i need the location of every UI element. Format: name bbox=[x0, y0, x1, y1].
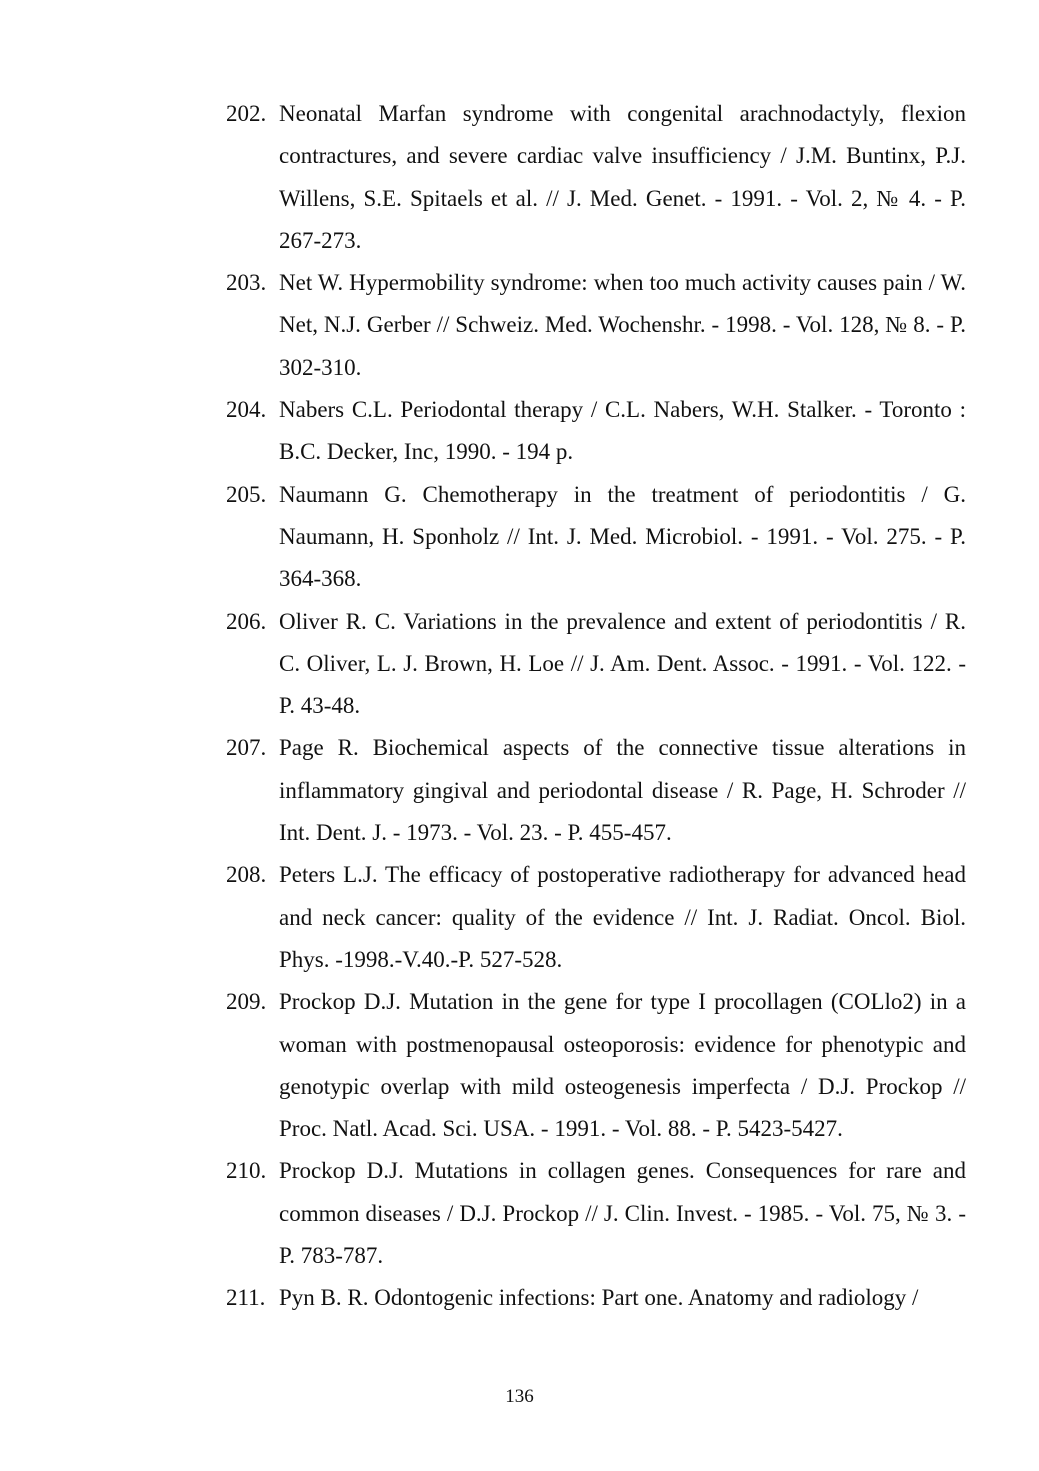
reference-text: Peters L.J. The efficacy of postoperative radiotherapy for advanced head and neck cancer: quality of the evidence // Int. J. Radiat. Oncol. Biol. Phys. -1998.-V.40.-P. 527-528. bbox=[279, 862, 966, 972]
reference-number: 210. bbox=[226, 1158, 267, 1184]
reference-text: Net W. Hypermobility syndrome: when too much activity causes pain / W. Net, N.J. Gerber // Schweiz. Med. Wochenshr. - 1998. - Vol. 128, № 8. - P. 302-310. bbox=[279, 270, 966, 380]
reference-text: Prockop D.J. Mutation in the gene for type I procollagen (COLlo2) in a woman with postmenopausal osteoporosis: evidence for phenotypic and genotypic overlap with mild osteogenesis imperfecta / D.J. Prockop // Proc. Natl. Acad. Sci. USA. - 1991. - Vol. 88. - P. 5423-5427. bbox=[279, 989, 966, 1142]
reference-number: 206. bbox=[226, 608, 267, 634]
reference-item bbox=[226, 474, 966, 601]
reference-number: 208. bbox=[226, 862, 267, 888]
reference-item bbox=[226, 1277, 966, 1319]
reference-number: 205. bbox=[226, 481, 267, 507]
page-number: 136 bbox=[505, 1386, 534, 1407]
reference-item bbox=[226, 262, 966, 389]
reference-item bbox=[226, 727, 966, 854]
reference-text: Oliver R. C. Variations in the prevalence and extent of periodontitis / R. C. Oliver, L. J. Brown, H. Loe // J. Am. Dent. Assoc. - 1991. - Vol. 122. - P. 43-48. bbox=[279, 608, 966, 719]
reference-text: Nabers C.L. Periodontal therapy / C.L. Nabers, W.H. Stalker. - Toronto : B.C. Decker, Inc, 1990. - 194 p. bbox=[279, 397, 966, 465]
reference-item bbox=[226, 981, 966, 1150]
reference-text: Neonatal Marfan syndrome with congenital arachnodactyly, flexion contractures, and severe cardiac valve insufficiency / J.M. Buntinx, P.J. Willens, S.E. Spitaels et al. // J. Med. Genet. - 1991. - Vol. 2, № 4. - P. 267-273. bbox=[279, 101, 966, 253]
reference-text: Page R. Biochemical aspects of the connective tissue alterations in inflammatory gingival and periodontal disease / R. Page, H. Schroder // Int. Dent. J. - 1973. - Vol. 23. - P. 455-457. bbox=[279, 735, 966, 846]
reference-number: 209. bbox=[226, 989, 267, 1015]
reference-list bbox=[226, 93, 966, 1320]
reference-item bbox=[226, 1150, 966, 1277]
reference-number: 203. bbox=[226, 270, 267, 296]
reference-number: 207. bbox=[226, 735, 267, 761]
reference-number: 211. bbox=[226, 1285, 266, 1311]
reference-text: Pyn B. R. Odontogenic infections: Part one. Anatomy and radiology / bbox=[279, 1285, 919, 1311]
reference-number: 202. bbox=[226, 101, 267, 126]
reference-number: 204. bbox=[226, 397, 267, 423]
reference-item bbox=[226, 601, 966, 728]
reference-text: Prockop D.J. Mutations in collagen genes. Consequences for rare and common diseases / D.J. Prockop // J. Clin. Invest. - 1985. - Vol. 75, № 3. - P. 783-787. bbox=[279, 1158, 966, 1269]
reference-item bbox=[226, 389, 966, 474]
reference-text: Naumann G. Chemotherapy in the treatment of periodontitis / G. Naumann, H. Sponholz // Int. J. Med. Microbiol. - 1991. - Vol. 275. - P. 364-368. bbox=[279, 481, 966, 592]
reference-item bbox=[226, 93, 966, 262]
reference-item bbox=[226, 854, 966, 981]
